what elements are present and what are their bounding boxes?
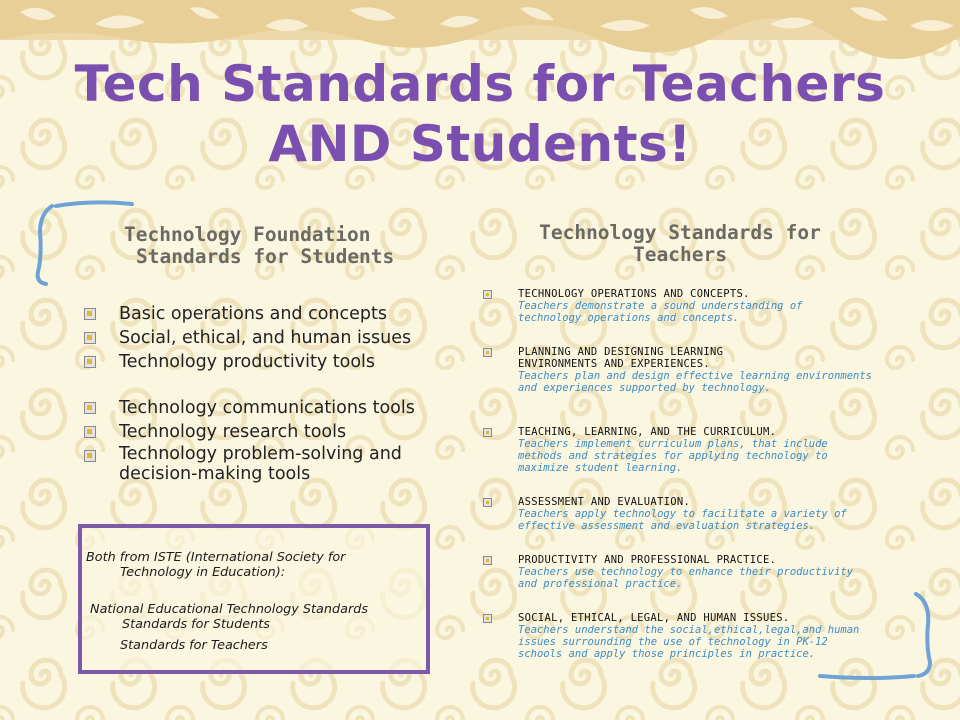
slide-title-line2: AND Students! bbox=[268, 115, 692, 173]
source-line: Standards for Teachers bbox=[120, 638, 268, 653]
square-bullet-icon bbox=[483, 498, 492, 507]
square-bullet-icon bbox=[84, 426, 96, 438]
students-heading-line1: Technology Foundation bbox=[124, 223, 371, 246]
students-heading-line2: Standards for Students bbox=[136, 245, 395, 268]
list-item-text: Technology communications tools bbox=[119, 398, 415, 418]
square-bullet-icon bbox=[483, 614, 492, 623]
list-item bbox=[480, 346, 878, 394]
list-item bbox=[84, 302, 504, 326]
right-bracket-bottom bbox=[820, 676, 914, 678]
source-line: Standards for Students bbox=[122, 617, 270, 632]
teachers-heading-line2: Teachers bbox=[633, 243, 727, 266]
teachers-standards-list bbox=[480, 288, 900, 660]
standard-heading: ASSESSMENT AND EVALUATION. bbox=[518, 496, 691, 508]
square-bullet-icon bbox=[84, 332, 96, 344]
square-bullet-icon bbox=[84, 450, 96, 462]
square-bullet-icon bbox=[84, 356, 96, 368]
source-note-box bbox=[78, 524, 430, 674]
standard-heading: TECHNOLOGY OPERATIONS AND CONCEPTS. bbox=[518, 288, 750, 300]
students-standards-list bbox=[84, 302, 504, 484]
list-item-text: Technology productivity tools bbox=[119, 352, 376, 372]
list-item bbox=[84, 350, 504, 374]
list-item bbox=[84, 396, 504, 420]
list-item-text: Technology problem-solving and decision-making tools bbox=[119, 444, 402, 484]
list-item bbox=[84, 420, 504, 444]
square-bullet-icon bbox=[84, 402, 96, 414]
standard-description: Teachers demonstrate a sound understanding of technology operations and concepts. bbox=[518, 300, 803, 324]
list-item bbox=[480, 612, 863, 660]
standard-description: Teachers plan and design effective learning environments and experiences supported by technology. bbox=[518, 370, 873, 394]
square-bullet-icon bbox=[483, 290, 492, 299]
standard-heading: PLANNING AND DESIGNING LEARNING ENVIRONMENTS AND EXPERIENCES. bbox=[518, 346, 724, 370]
list-item-text: Technology research tools bbox=[119, 422, 347, 442]
list-item bbox=[84, 444, 449, 484]
list-item bbox=[480, 554, 863, 590]
standard-heading: PRODUCTIVITY AND PROFESSIONAL PRACTICE. bbox=[518, 554, 777, 566]
list-item bbox=[84, 326, 504, 350]
list-item bbox=[480, 496, 863, 532]
standard-heading: TEACHING, LEARNING, AND THE CURRICULUM. bbox=[518, 426, 777, 438]
teachers-heading bbox=[490, 222, 870, 266]
teachers-heading-line1: Technology Standards for bbox=[539, 221, 821, 244]
square-bullet-icon bbox=[483, 556, 492, 565]
source-line: Both from ISTE (International Society for bbox=[86, 550, 346, 565]
standard-description: Teachers understand the social,ethical,legal,and human issues surrounding the use of technology in PK-12 schools and apply those principles in practice. bbox=[518, 624, 860, 660]
slide-title-line1: Tech Standards for Teachers bbox=[74, 55, 886, 113]
slide-title bbox=[40, 54, 920, 174]
standard-description: Teachers use technology to enhance their productivity and professional practice. bbox=[518, 566, 854, 590]
square-bullet-icon bbox=[84, 308, 96, 320]
list-item-text: Basic operations and concepts bbox=[119, 304, 387, 324]
standard-description: Teachers apply technology to facilitate a variety of effective assessment and evaluation strategies. bbox=[518, 508, 847, 532]
standard-heading: SOCIAL, ETHICAL, LEGAL, AND HUMAN ISSUES. bbox=[518, 612, 790, 624]
source-line: Technology in Education): bbox=[120, 565, 286, 580]
list-item bbox=[480, 426, 858, 474]
list-item bbox=[480, 288, 848, 324]
square-bullet-icon bbox=[483, 348, 492, 357]
students-heading bbox=[96, 224, 476, 268]
source-line: National Educational Technology Standards bbox=[90, 602, 369, 617]
square-bullet-icon bbox=[483, 428, 492, 437]
list-item-text: Social, ethical, and human issues bbox=[119, 328, 412, 348]
standard-description: Teachers implement curriculum plans, that include methods and strategies for applying technology to maximize student learning. bbox=[518, 438, 828, 474]
